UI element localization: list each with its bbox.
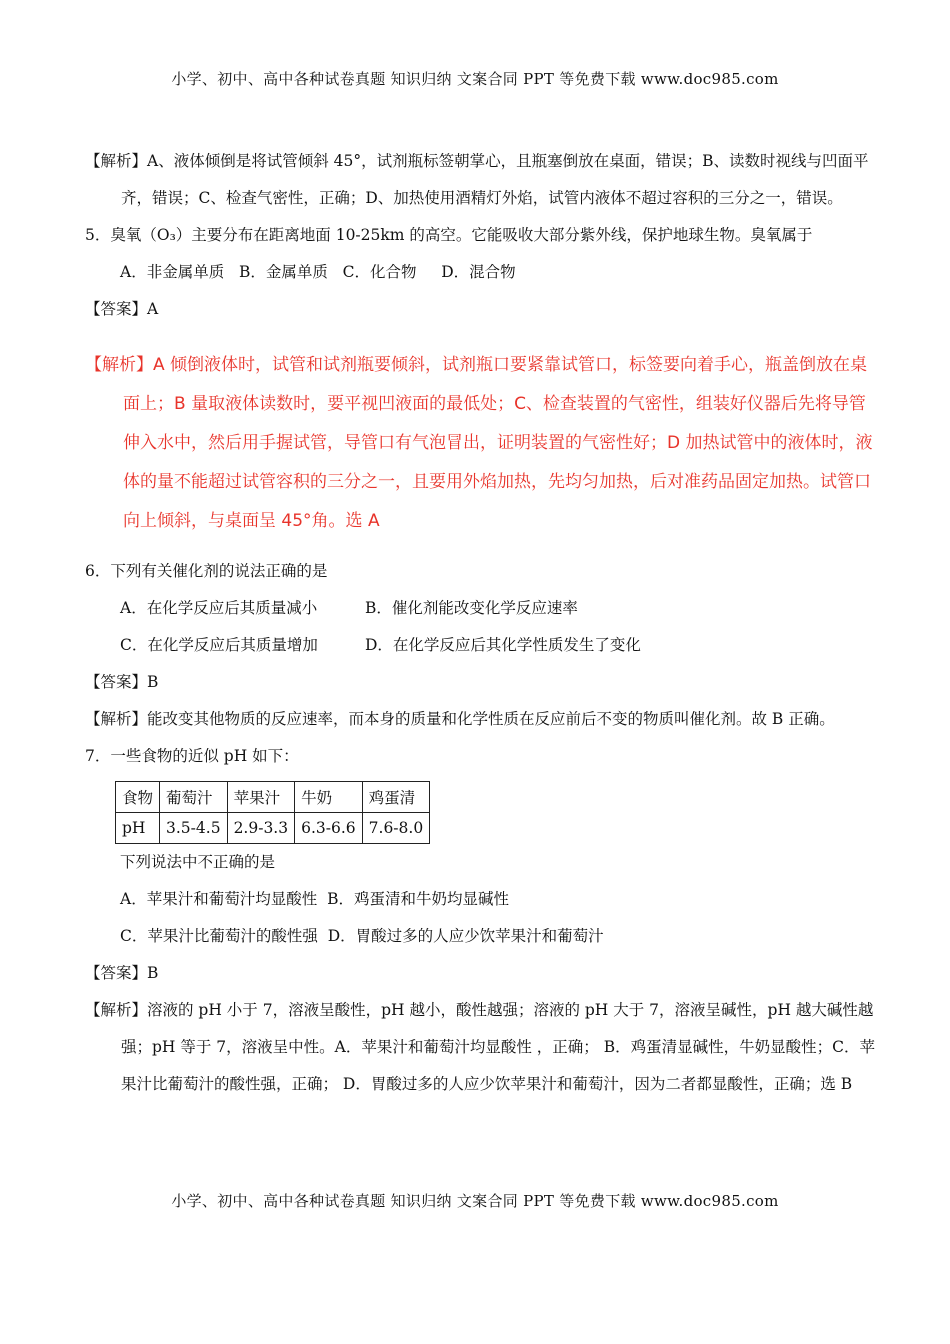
table-cell: 食物 [116, 782, 160, 813]
q6-options-row1 [85, 590, 875, 627]
table-cell: pH [116, 813, 160, 844]
q7-option-a: A．苹果汁和葡萄汁均显酸性 [120, 890, 318, 908]
table-cell: 6.3-6.6 [295, 813, 363, 844]
q6-option-a: A．在化学反应后其质量减小 [120, 599, 318, 617]
q7-option-c: C．苹果汁比葡萄汁的酸性强 [120, 927, 318, 945]
q7-options-row1 [85, 881, 875, 918]
document-body [85, 143, 875, 1103]
q5-stem: 5．臭氧（O₃）主要分布在距离地面 10-25km 的高空。它能吸收大部分紫外线，保护地球生物。臭氧属于 [85, 226, 813, 244]
table-cell: 葡萄汁 [160, 782, 228, 813]
table-header-row [116, 782, 430, 813]
q7-option-d: D．胃酸过多的人应少饮苹果汁和葡萄汁 [327, 927, 604, 945]
q7-analysis: 【解析】溶液的 pH 小于 7，溶液呈酸性，pH 越小，酸性越强；溶液的 pH 大于 7，溶液呈碱性，pH 越大碱性越强；pH 等于 7，溶液呈中性。A．苹果汁和葡萄汁均显酸性 ，正确； B．鸡蛋清显碱性，牛奶显酸性；C．苹果汁比葡萄汁的酸性强，正确； D．胃酸过多的人应少饮苹果汁和葡萄汁，因为二者都显酸性，正确；选 B [85, 1001, 875, 1093]
q5-answer: 【答案】A [85, 300, 159, 318]
q7-stem: 7．一些食物的近似 pH 如下： [85, 747, 299, 765]
q6-option-d: D．在化学反应后其化学性质发生了变化 [364, 636, 641, 654]
table-cell: 牛奶 [295, 782, 363, 813]
table-cell: 3.5-4.5 [160, 813, 228, 844]
q4-analysis: 【解析】A、液体倾倒是将试管倾斜 45°，试剂瓶标签朝掌心，且瓶塞倒放在桌面，错误；B、读数时视线与凹面平齐，错误；C、检查气密性，正确；D、加热使用酒精灯外焰，试管内液体不超过容积的三分之一，错误。 [85, 152, 869, 207]
table-cell: 2.9-3.3 [227, 813, 295, 844]
q5-options [85, 254, 875, 291]
q6-analysis: 【解析】能改变其他物质的反应速率，而本身的质量和化学性质在反应前后不变的物质叫催化剂。故 B 正确。 [85, 710, 835, 728]
table-row [116, 813, 430, 844]
ph-table [115, 781, 430, 844]
q6-answer: 【答案】B [85, 673, 159, 691]
q5-option-a: A．非金属单质 [120, 263, 225, 281]
q5-option-d: D．混合物 [441, 263, 516, 281]
page-header: 小学、初中、高中各种试卷真题 知识归纳 文案合同 PPT 等免费下载 www.doc985.com [171, 70, 779, 88]
q6-options-row2 [85, 627, 875, 664]
q7-sub-stem: 下列说法中不正确的是 [120, 853, 276, 871]
q7-answer: 【答案】B [85, 964, 159, 982]
q5-option-c: C．化合物 [342, 263, 417, 281]
q7-options-row2 [85, 918, 875, 955]
table-cell: 鸡蛋清 [362, 782, 430, 813]
q6-stem: 6．下列有关催化剂的说法正确的是 [85, 562, 328, 580]
q6-option-b: B．催化剂能改变化学反应速率 [364, 599, 578, 617]
q5-option-b: B．金属单质 [238, 263, 328, 281]
table-cell: 苹果汁 [227, 782, 295, 813]
q7-option-b: B．鸡蛋清和牛奶均显碱性 [327, 890, 509, 908]
q6-option-c: C．在化学反应后其质量增加 [120, 636, 318, 654]
page-footer: 小学、初中、高中各种试卷真题 知识归纳 文案合同 PPT 等免费下载 www.doc985.com [171, 1192, 779, 1210]
table-cell: 7.6-8.0 [362, 813, 430, 844]
q5-analysis: 【解析】A 倾倒液体时，试管和试剂瓶要倾斜，试剂瓶口要紧靠试管口，标签要向着手心，瓶盖倒放在桌面上；B 量取液体读数时，要平视凹液面的最低处；C、检查装置的气密性，组装好仪器后先将导管伸入水中，然后用手握试管，导管口有气泡冒出，证明装置的气密性好；D 加热试管中的液体时，液体的量不能超过试管容积的三分之一，且要用外焰加热，先均匀加热，后对准药品固定加热。试管口向上倾斜，与桌面呈 45°角。选 A [85, 355, 873, 531]
